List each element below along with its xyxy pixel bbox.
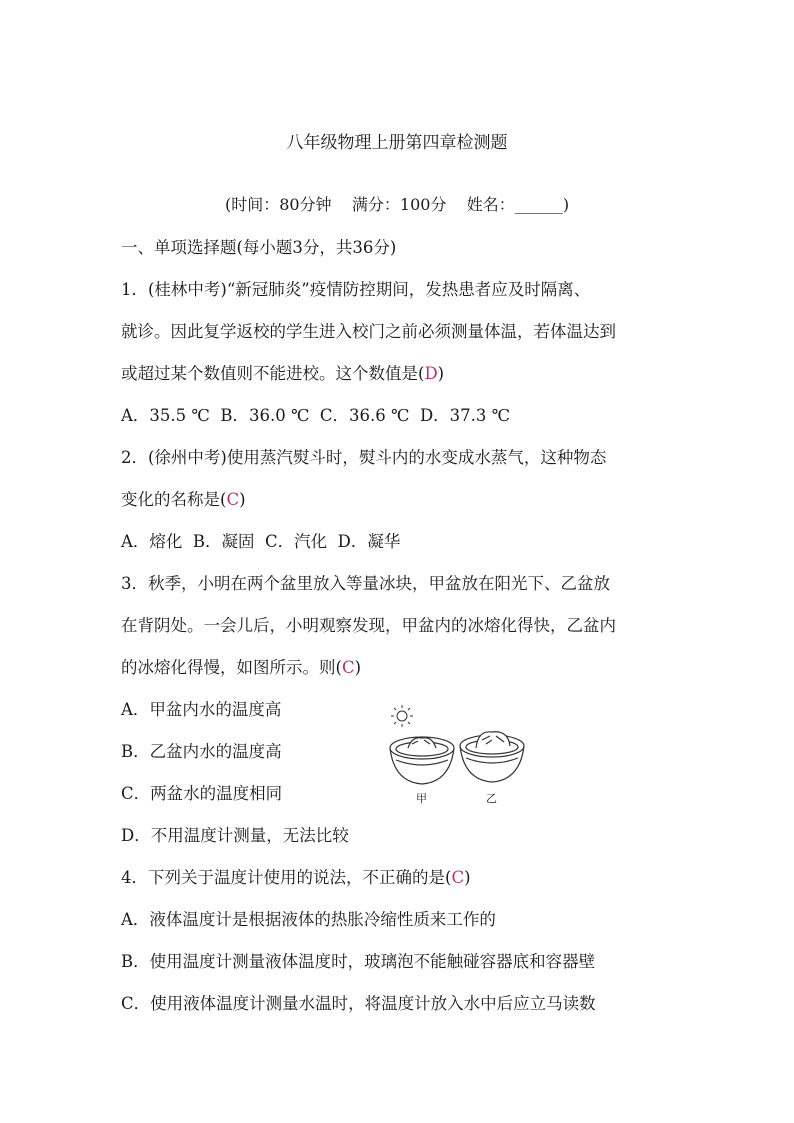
q4-line1	[121, 864, 471, 888]
q3-line2: 在背阴处。一会儿后，小明观察发现，甲盆内的冰熔化得快，乙盆内	[121, 616, 616, 635]
q3-option-a: A．甲盆内水的温度高	[121, 700, 282, 719]
q2-paren-close: )	[239, 490, 246, 509]
basins-illustration	[382, 700, 532, 810]
q3-option-b: B．乙盆内水的温度高	[121, 742, 282, 761]
q4-paren-close: )	[464, 868, 471, 887]
q3-line1: 3．秋季，小明在两个盆里放入等量冰块，甲盆放在阳光下、乙盆放	[121, 574, 610, 593]
q2-line1: 2．(徐州中考)使用蒸汽熨斗时，熨斗内的水变成水蒸气，这种物态	[121, 448, 607, 467]
basin-left	[390, 737, 454, 784]
q1-options: A．35.5 ℃ B．36.0 ℃ C．36.6 ℃ D．37.3 ℃	[121, 406, 511, 425]
q4-option-c: C．使用液体温度计测量水温时，将温度计放入水中后应立马读数	[121, 994, 596, 1013]
q3-paren-open: (	[335, 658, 342, 677]
q1-line3	[121, 360, 444, 384]
q3-line3	[121, 654, 361, 678]
q1-line1: 1．(桂林中考)“新冠肺炎”疫情防控期间，发热患者应及时隔离、	[121, 280, 591, 299]
q4-paren-open: (	[445, 868, 452, 887]
q1-line2: 就诊。因此复学返校的学生进入校门之前必须测量体温，若体温达到	[121, 322, 616, 341]
q1-paren-close: )	[437, 364, 445, 383]
exam-meta	[0, 192, 794, 215]
q2-line2	[121, 486, 246, 510]
q1-paren-open: (	[418, 364, 425, 383]
q3-answer: C	[341, 658, 355, 677]
q3-option-c: C．两盆水的温度相同	[121, 784, 283, 803]
label-yi: 乙	[486, 792, 497, 805]
q4-option-b: B．使用温度计测量液体温度时，玻璃泡不能触碰容器底和容器壁	[121, 952, 596, 971]
label-jia: 甲	[416, 792, 427, 805]
meta-name: 姓名：______	[466, 195, 563, 214]
meta-score: 满分：100分	[351, 195, 447, 214]
q1-answer: D	[424, 364, 438, 383]
q4-stem: 4．下列关于温度计使用的说法，不正确的是	[121, 868, 445, 887]
q4-option-a: A．液体温度计是根据液体的热胀冷缩性质来工作的	[121, 910, 496, 929]
sun-icon	[391, 705, 413, 727]
q2-answer: C	[226, 490, 240, 509]
meta-close: )	[562, 195, 570, 214]
meta-open: (	[224, 195, 232, 214]
section-heading: 一、单项选择题(每小题3分，共36分)	[121, 238, 397, 257]
basin-right	[460, 732, 524, 782]
page-title: 八年级物理上册第四章检测题	[286, 133, 508, 153]
ice-basins-figure	[382, 700, 532, 810]
q2-stem-end: 变化的名称是	[121, 490, 220, 509]
q2-options: A．熔化 B．凝固 C．汽化 D．凝华	[121, 532, 401, 551]
q2-paren-open: (	[220, 490, 227, 509]
meta-time: 时间：80分钟	[231, 195, 332, 214]
q3-option-d: D．不用温度计测量，无法比较	[121, 826, 349, 845]
q3-paren-close: )	[354, 658, 361, 677]
q1-stem-end: 或超过某个数值则不能进校。这个数值是	[121, 364, 418, 383]
q4-answer: C	[451, 868, 465, 887]
q3-stem-end: 的冰熔化得慢，如图所示。则	[121, 658, 336, 677]
